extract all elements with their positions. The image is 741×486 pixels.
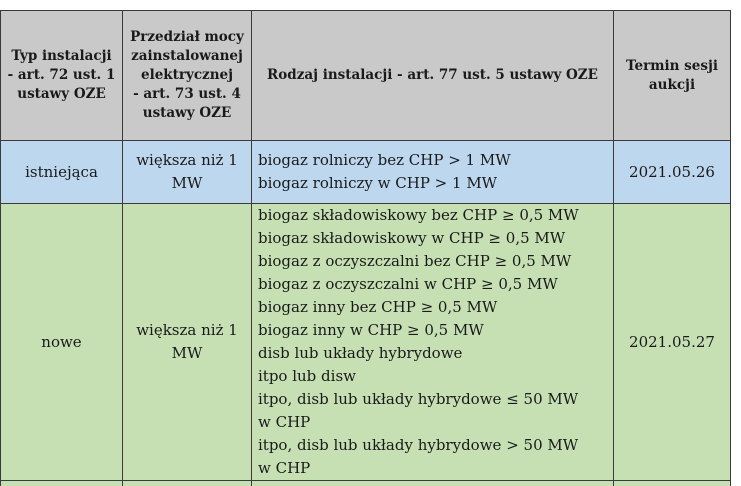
header-text: Termin sesji — [626, 57, 718, 74]
list-item: w CHP — [258, 413, 311, 431]
table-header-row — [1, 11, 731, 141]
cell-text: większa niż 1 — [136, 321, 238, 339]
cell-installation-type: nowe — [1, 204, 123, 481]
cell-installation-kinds — [252, 141, 614, 204]
header-installation-type — [1, 11, 123, 141]
list-item: biogaz rolniczy w CHP > 1 MW — [258, 174, 498, 192]
header-power-range — [123, 11, 252, 141]
list-item: w CHP — [258, 459, 311, 477]
cell-empty — [1, 481, 123, 486]
list-item: biogaz składowiskowy bez CHP ≥ 0,5 MW — [258, 206, 579, 224]
cell-text: większa niż 1 — [136, 151, 238, 169]
list-item: biogaz inny w CHP ≥ 0,5 MW — [258, 321, 484, 339]
cell-power-range — [123, 204, 252, 481]
cell-empty — [614, 481, 731, 486]
list-item: biogaz rolniczy bez CHP > 1 MW — [258, 151, 511, 169]
cell-empty — [252, 481, 614, 486]
header-text: - art. 72 ust. 1 — [7, 67, 116, 83]
header-text: zainstalowanej — [131, 48, 243, 64]
header-text: ustawy OZE — [142, 105, 232, 121]
header-text: Typ instalacji — [11, 48, 112, 64]
cell-power-range — [123, 141, 252, 204]
header-text: aukcji — [648, 76, 696, 93]
header-auction-date — [614, 11, 731, 141]
header-installation-kind — [252, 11, 614, 141]
header-text: ustawy OZE — [17, 86, 106, 102]
list-item: itpo lub disw — [258, 367, 356, 385]
table-row — [1, 141, 731, 204]
list-item: disb lub układy hybrydowe — [258, 344, 463, 362]
list-item: biogaz z oczyszczalni w CHP ≥ 0,5 MW — [258, 275, 558, 293]
cell-installation-kinds — [252, 204, 614, 481]
list-item: biogaz inny bez CHP ≥ 0,5 MW — [258, 298, 498, 316]
table-row-partial — [1, 481, 731, 486]
list-item: biogaz z oczyszczalni bez CHP ≥ 0,5 MW — [258, 252, 572, 270]
cell-empty — [123, 481, 252, 486]
cell-text: MW — [171, 174, 203, 192]
cell-text: MW — [171, 344, 203, 362]
table-row — [1, 204, 731, 481]
header-text: Przedział mocy — [130, 29, 244, 45]
auction-schedule-table — [0, 10, 731, 486]
header-text: - art. 73 ust. 4 — [133, 86, 241, 102]
cell-auction-date: 2021.05.27 — [614, 204, 731, 481]
list-item: itpo, disb lub układy hybrydowe > 50 MW — [258, 436, 579, 454]
header-text: Rodzaj instalacji - art. 77 ust. 5 ustawy OZE — [267, 67, 598, 83]
header-text: elektrycznej — [140, 67, 234, 83]
list-item: itpo, disb lub układy hybrydowe ≤ 50 MW — [258, 390, 579, 408]
list-item: biogaz składowiskowy w CHP ≥ 0,5 MW — [258, 229, 566, 247]
cell-installation-type: istniejąca — [1, 141, 123, 204]
cell-auction-date: 2021.05.26 — [614, 141, 731, 204]
page-margin — [733, 0, 741, 486]
